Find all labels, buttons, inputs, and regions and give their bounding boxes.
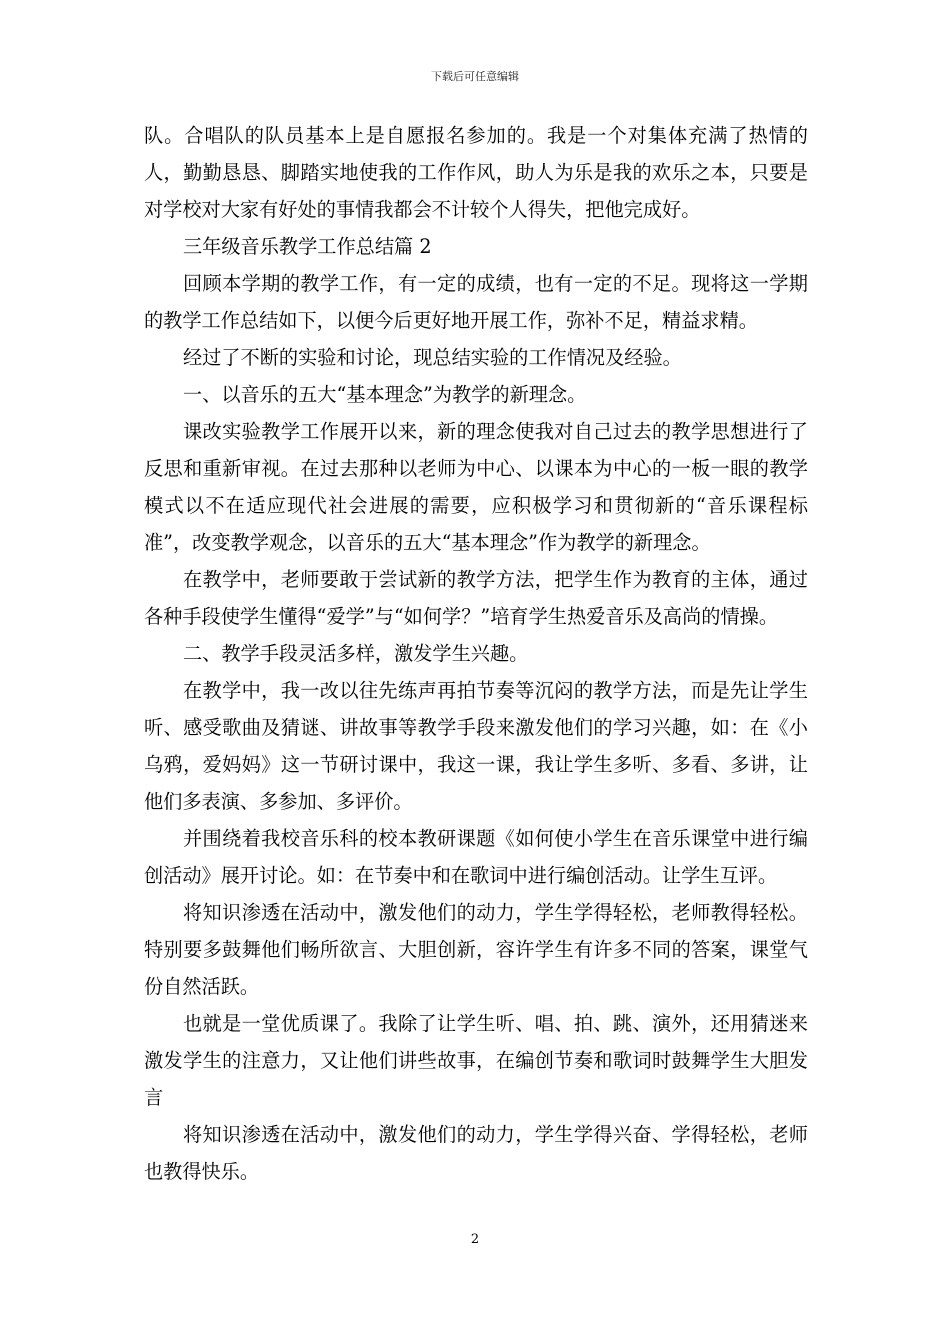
paragraph: 回顾本学期的教学工作，有一定的成绩，也有一定的不足。现将这一学期的教学工作总结如下，以便今后更好地开展工作，弥补不足，精益求精。 — [144, 272, 808, 332]
page-header-note: 下载后可任意编辑 — [431, 70, 519, 83]
document-body — [144, 117, 808, 1190]
paragraph-continuation: 队。合唱队的队员基本上是自愿报名参加的。我是一个对集体充满了热情的人，勤勤恳恳、脚踏实地使我的工作作风，助人为乐是我的欢乐之本，只要是对学校对大家有好处的事情我都会不计较个人得失，把他完成好。 — [144, 124, 808, 221]
paragraph: 经过了不断的实验和讨论，现总结实验的工作情况及经验。 — [183, 346, 682, 369]
paragraph: 在教学中，我一改以往先练声再拍节奏等沉闷的教学方法，而是先让学生听、感受歌曲及猜谜、讲故事等教学手段来激发他们的学习兴趣，如：在《小乌鸦，爱妈妈》这一节研讨课中，我这一课，我让学生多听、多看、多讲，让他们多表演、多参加、多评价。 — [144, 679, 808, 813]
paragraph: 将知识渗透在活动中，激发他们的动力，学生学得轻松，老师教得轻松。特别要多鼓舞他们畅所欲言、大胆创新，容许学生有许多不同的答案，课堂气份自然活跃。 — [144, 901, 808, 998]
page-number: 2 — [470, 1232, 480, 1247]
section-heading-1: 一、以音乐的五大“基本理念”为教学的新理念。 — [183, 383, 587, 406]
paragraph: 将知识渗透在活动中，激发他们的动力，学生学得兴奋、学得轻松，老师也教得快乐。 — [144, 1123, 808, 1183]
section-heading-2: 二、教学手段灵活多样，激发学生兴趣。 — [183, 642, 529, 665]
paragraph: 在教学中，老师要敢于尝试新的教学方法，把学生作为教育的主体，通过各种手段使学生懂得“爱学”与“如何学？”培育学生热爱音乐及高尚的情操。 — [144, 568, 808, 628]
section-title: 三年级音乐教学工作总结篇 2 — [183, 235, 432, 258]
paragraph: 并围绕着我校音乐科的校本教研课题《如何使小学生在音乐课堂中进行编创活动》展开讨论。如：在节奏中和在歌词中进行编创活动。让学生互评。 — [144, 827, 808, 887]
paragraph: 也就是一堂优质课了。我除了让学生听、唱、拍、跳、演外，还用猜迷来激发学生的注意力，又让他们讲些故事，在编创节奏和歌词时鼓舞学生大胆发言 — [144, 1012, 808, 1109]
paragraph: 课改实验教学工作展开以来，新的理念使我对自己过去的教学思想进行了反思和重新审视。在过去那种以老师为中心、以课本为中心的一板一眼的教学模式以不在适应现代社会进展的需要，应积极学习和贯彻新的“音乐课程标准”，改变教学观念，以音乐的五大“基本理念”作为教学的新理念。 — [144, 420, 808, 554]
